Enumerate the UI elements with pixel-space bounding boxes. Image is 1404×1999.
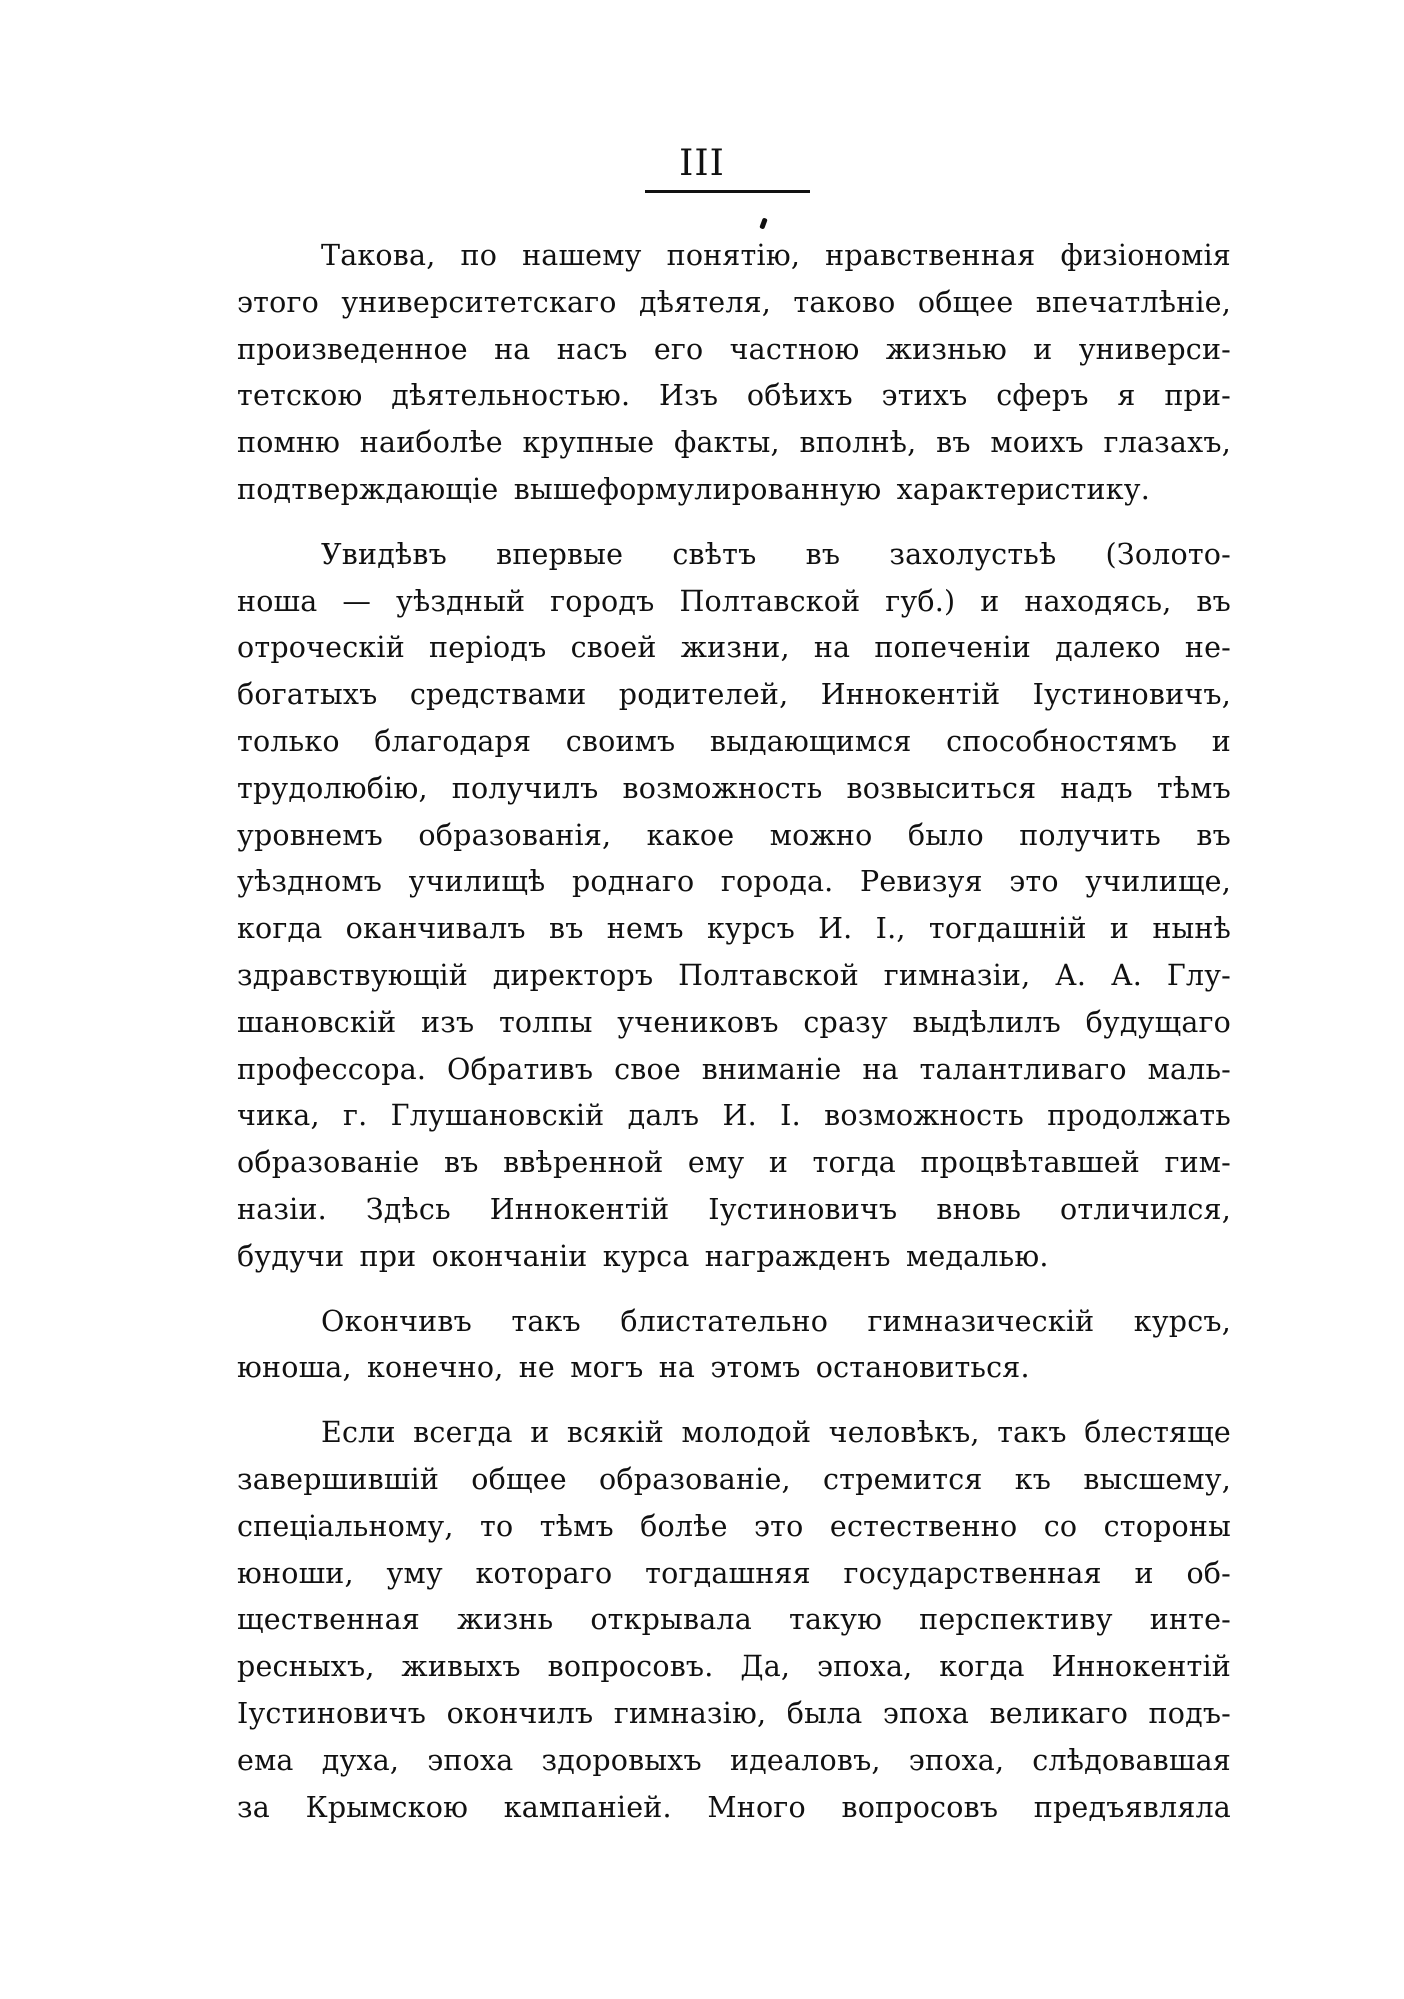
- text-line: ресныхъ, живыхъ вопросовъ. Да, эпоха, когда Иннокентій: [237, 1650, 1231, 1684]
- text-line: Если всегда и всякій молодой человѣкъ, такъ блестяще: [321, 1416, 1231, 1450]
- text-line: отроческій періодъ своей жизни, на попеченіи далеко не-: [237, 631, 1231, 665]
- text-line: назіи. Здѣсь Иннокентій Іустиновичъ вновь отличился,: [237, 1192, 1231, 1226]
- text-line: завершившій общее образованіе, стремится къ высшему,: [237, 1462, 1231, 1496]
- text-line: будучи при окончаніи курса награжденъ медалью.: [237, 1239, 1049, 1273]
- paragraph-3: [237, 1299, 1231, 1393]
- text-line: подтверждающіе вышеформулированную характеристику.: [237, 472, 1150, 506]
- text-line: Такова, по нашему понятію, нравственная физіономія: [321, 239, 1231, 272]
- text-line: только благодаря своимъ выдающимся способностямъ и: [237, 724, 1231, 758]
- text-line: профессора. Обративъ свое вниманіе на талантливаго маль-: [237, 1052, 1231, 1086]
- text-line: щественная жизнь открывала такую перспективу инте-: [237, 1603, 1231, 1637]
- text-line: тетскою дѣятельностью. Изъ обѣихъ этихъ сферъ я при-: [237, 379, 1231, 413]
- body-text: [237, 233, 1231, 1849]
- ink-speck: [759, 217, 767, 229]
- text-line: помню наиболѣе крупные факты, вполнѣ, въ моихъ глазахъ,: [237, 426, 1231, 460]
- text-line: шановскій изъ толпы учениковъ сразу выдѣлилъ будущаго: [237, 1005, 1231, 1039]
- text-line: ема духа, эпоха здоровыхъ идеаловъ, эпоха, слѣдовавшая: [237, 1743, 1231, 1777]
- page-number-underline: [645, 190, 810, 193]
- paragraph-2: [237, 532, 1231, 1281]
- paragraph-4: [237, 1410, 1231, 1831]
- text-line: юноша, конечно, не могъ на этомъ остановиться.: [237, 1351, 1030, 1385]
- text-line: произведенное на насъ его частною жизнью и универси-: [237, 332, 1231, 366]
- text-line: Іустиновичъ окончилъ гимназію, была эпоха великаго подъ-: [237, 1696, 1231, 1730]
- text-line: уѣздномъ училищѣ роднаго города. Ревизуя это училище,: [237, 865, 1231, 899]
- text-line: чика, г. Глушановскій далъ И. І. возможность продолжать: [237, 1099, 1231, 1133]
- text-line: когда оканчивалъ въ немъ курсъ И. І., тогдашній и нынѣ: [237, 912, 1231, 946]
- text-line: образованіе въ ввѣренной ему и тогда процвѣтавшей гим-: [237, 1146, 1231, 1180]
- text-line: трудолюбію, получилъ возможность возвыситься надъ тѣмъ: [237, 771, 1231, 805]
- text-line: богатыхъ средствами родителей, Иннокентій Іустиновичъ,: [237, 678, 1231, 712]
- text-line: Увидѣвъ впервые свѣтъ въ захолустьѣ (Золото-: [321, 537, 1231, 571]
- text-line: уровнемъ образованія, какое можно было получить въ: [237, 818, 1231, 852]
- text-line: за Крымскою кампаніей. Много вопросовъ предъявляла: [237, 1790, 1231, 1824]
- text-line: юноши, уму котораго тогдашняя государственная и об-: [237, 1556, 1231, 1590]
- text-line: спеціальному, то тѣмъ болѣе это естественно со стороны: [237, 1509, 1231, 1543]
- page-number: III: [679, 143, 725, 184]
- text-line: ноша — уѣздный городъ Полтавской губ.) и находясь, въ: [237, 584, 1231, 618]
- text-line: Окончивъ такъ блистательно гимназическій курсъ,: [321, 1304, 1231, 1338]
- paragraph-1: [237, 233, 1231, 514]
- text-line: этого университетскаго дѣятеля, таково общее впечатлѣніе,: [237, 285, 1231, 319]
- text-line: здравствующій директоръ Полтавской гимназіи, А. А. Глу-: [237, 958, 1231, 992]
